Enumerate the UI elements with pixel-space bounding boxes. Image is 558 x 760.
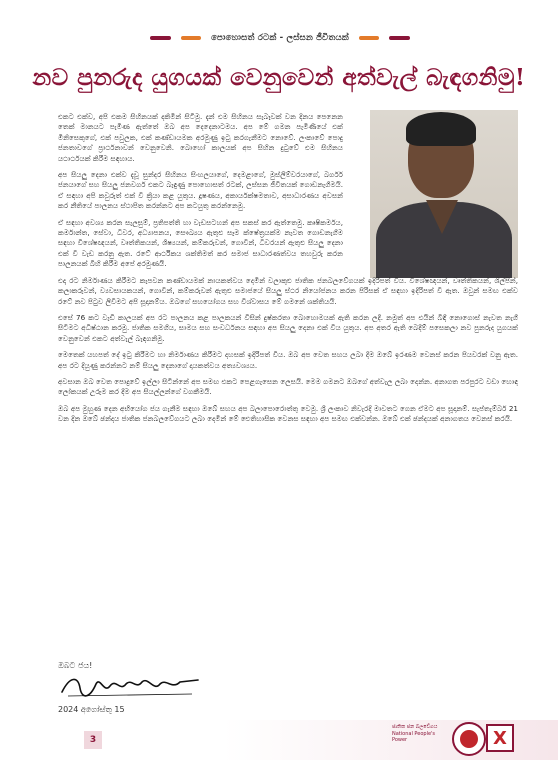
article-paragraph-4: එදා රට නිර්මාණය කිරීමට කැපවන කණ්ඩායමක් නායකත්වය දෙමින් වලාකුළු ජාතික ජනබලවේගයක් ඉදිරිපත් විය. විශේෂඥයන්, වෘත්තිකයන්, ශිල්පීන්, කලාකරුවන්, ව්‍යවසායකයන්, ගොවීන්, කම්කරුවන් ඇතුළු සමාජයේ සියලු ස්ථර නියෝජනය කරන පිරිසක් ඒ සඳහා ඉදිරිපත් වී ඇත. ඔවුන් සමඟ එක්ව රටේ නව පිටුව ලිවීමට අපි සූදානම්ය. ඔබගේ සහයෝගය සහ විශ්වාසය මේ ගමනේ ශක්තියයි. <box>58 275 518 306</box>
header-strip <box>150 30 410 46</box>
article-paragraph-5: එසේ 76 කට වැඩි කාලයක් අප රට පාලනය කළ පාලකයන් විසින් දුෂ්කරතා බොහොමයක් ඇති කරන ලදී. නමුත් අප එයින් බිඳී නොගොස් නැවත නැගී සිටීමට අධිෂ්ඨාන කරමු. ජාතික සමගිය, සාමය සහ සංවර්ධනය සඳහා අප සියලු දෙනා එක් විය යුතුය. අප අතර ඇති බෙදීම් පසෙකලා නව පුනරුද යුගයක් වෙනුවෙන් එකට අත්වැල් බැඳගනිමු. <box>58 312 518 343</box>
article-paragraph-3: ඒ සඳහා අවශ්‍ය කරන සැලසුම්, ප්‍රතිපත්ති හා වැඩසටහන් අප සකස් කර ඇත්තෙමු. කෘෂිකර්මය, කර්මාන්ත, සේවා, ධීවර, අධ්‍යාපනය, සෞඛ්‍යය ඇතුළු සෑම ක්ෂේත්‍රයක්ම නැවත ගොඩනැගීම සඳහා විශේෂඥයන්, වෘත්තිකයන්, ශිෂ්‍යයන්, කම්කරුවන්, ගොවීන්, ධීවරයන් ඇතුළු සියලු දෙනා එක් වී වැඩ කරනු ඇත. රටේ ආර්ථිකය ශක්තිමත් කර සමාජ සාධාරණත්වය තහවුරු කරන පාලනයක් බිහි කිරීම අපේ අරමුණයි. <box>58 217 343 269</box>
party-name-text: ජාතික ජන බලවේගය National People's Power <box>392 724 438 743</box>
page-number: 3 <box>84 731 102 749</box>
closing-date: 2024 අගෝස්තු 15 <box>58 705 125 714</box>
header-accent-left-1 <box>150 36 171 40</box>
closing-salute: ඔබට ජය! <box>58 661 93 670</box>
page-headline: නව පුනරුද යුගයක් වෙනුවෙන් අත්වැල් බැඳගනිමු! <box>32 64 526 91</box>
party-emblem-inner <box>460 730 478 748</box>
header-accent-right-1 <box>359 36 380 40</box>
article-paragraph-7: අවසාන ඔබ වෙත පොදුවේ ඉල්ලා සිටින්නේ අප සමඟ එකට පෙළගැසෙන ලෙසයි. මෙම ගමනට ඔබගේ අත්වැල ලබා දෙන්න. අනාගත පරපුරට වඩා හොඳ ලෝකයක් උරුම කර දීම අප සියල්ලන්ගේ වගකීමයි. <box>58 376 518 397</box>
article-paragraph-1: එකට එක්ව, අපි එකම සිහිනයක් දකිමින් සිටිමු. දැන් එම සිහිනය සැබෑවක් වන දිනය පෙනෙන තෙක් මානයට පැමිණ ඇත්තේ ඔබ අප දෙදෙනාටමය. අප මේ ගමන පැමිණියේ එක් මිනිසෙකුගේ, එක් පවුලක, එක් කණ්ඩායමක අරමුණු ඉටු කරගැනීමට නොවේ. ලංකාවේ පොදු ජනතාවගේ ප්‍රාර්ථනාවන් වෙනුවෙනි. බොහෝ කාලයක් අප සිහින දුටුවේ එම සිහිනය යථාර්ථයක් කිරීම සඳහාය. <box>58 112 343 163</box>
header-accent-right-2 <box>389 36 410 40</box>
article-paragraph-6: මෙතෙක් යහපත් දේ ඉටු කිරීමට හා නිර්මාණය කිරීමට දහසක් ඉදිරිපත් විය. ඔබ අප වෙත සහය ලබා දීම ඔබේ ඉරණම වෙනස් කරන පියවරක් වනු ඇත. අප රට දියුණු කරන්නට නම් සියලු දෙනාගේ දායකත්වය අත්‍යවශ්‍යය. <box>58 350 518 370</box>
header-kicker: පොහොසත් රටක් - ලස්සන ජීවිතයක් <box>211 33 349 43</box>
article-paragraph-8: ඔබ අප මුහුණ දෙන අභියෝග ජය ගැනීම සඳහා ඔබේ සහය අප බලාපොරොත්තු වෙමු. ශ්‍රී ලංකාව නිවැරදි මාවතට ගෙන ඒමට අප සූදානම්. සැප්තැම්බර් 21 වන දින ඔබේ ඡන්දය ජාතික ජනබලවේගයට ලබා දෙමින් මේ ඓතිහාසික වෙනස සඳහා අප සමඟ එක්වන්න. ඔබේ එක් ඡන්දයක් අනාගතය වෙනස් කරයි. <box>58 403 518 424</box>
ballot-cross-icon: X <box>486 724 514 752</box>
article-body <box>58 112 518 431</box>
article-paragraph-2: අප සියලු දෙනා එක්ව දැවූ සුන්දර සිහිනය සිංහලයාගේ, දෙමළාගේ, මුස්ලිම්වරයාගේ, බර්ගර් ජනයාගේ සහ සියලු ජනවර්ග එකට බැඳුණු පොහොසත් රටක්, ලස්සන ජීවිතයක් ගොඩනැගීමයි. ඒ සඳහා අපි කවුරුත් එක් වී ක්‍රියා කළ යුතුය. දූෂණය, අකාර්යක්ෂමතාව, අසාධාරණය අවසන් කර නීතියේ පාලනය ස්ථාපිත කරන්නට අප කටයුතු කරන්නෙමු. <box>58 170 343 211</box>
header-accent-left-2 <box>181 36 202 40</box>
signature-image <box>60 672 200 700</box>
party-emblem-icon <box>452 722 486 756</box>
